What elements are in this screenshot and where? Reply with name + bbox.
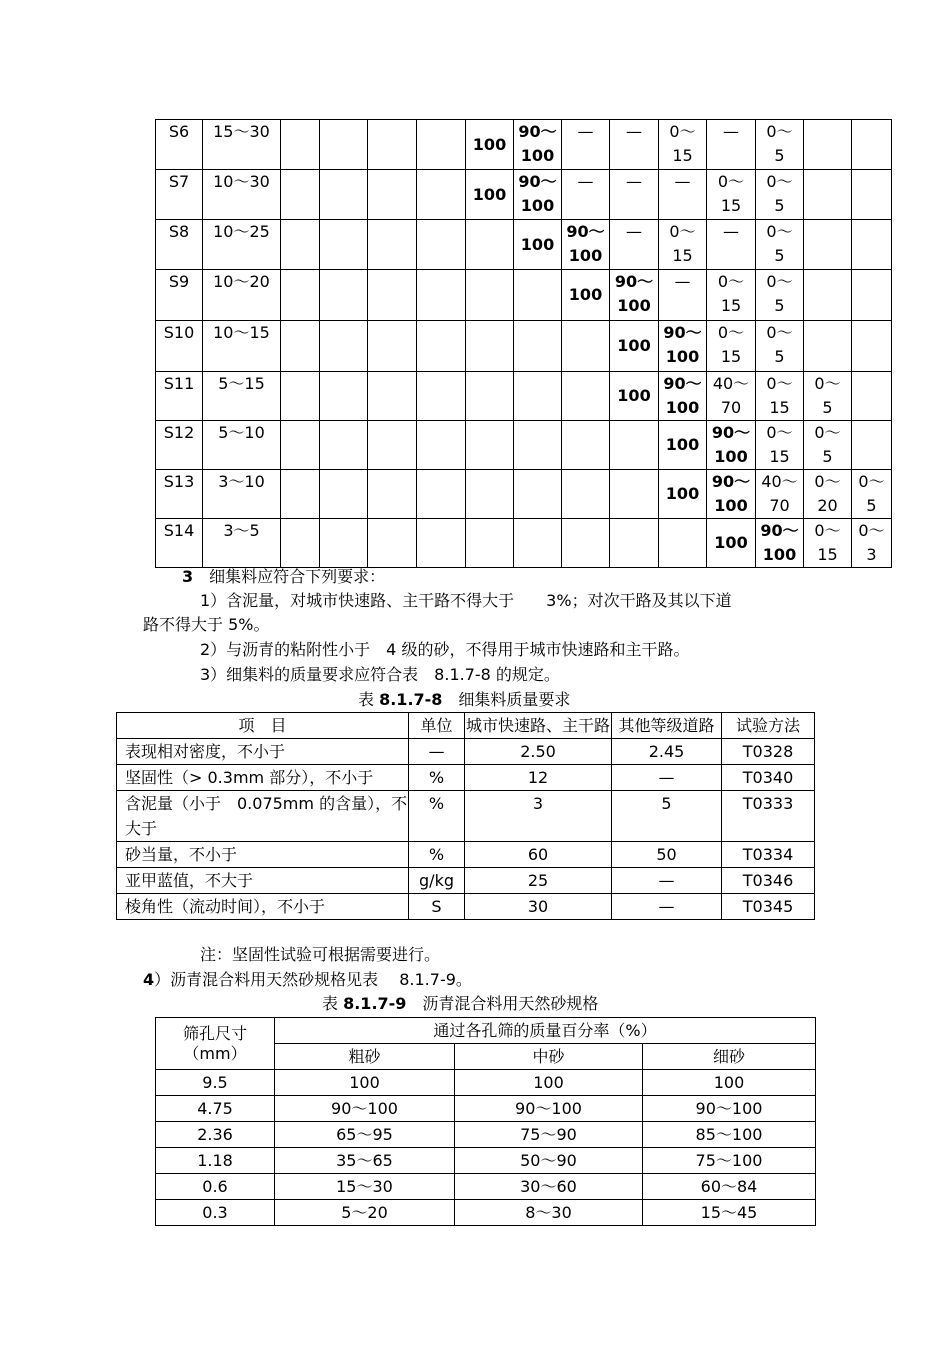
grading-cell xyxy=(320,470,368,519)
grading-cell xyxy=(562,519,610,568)
grading-cell xyxy=(466,421,514,470)
quality-item: 棱角性（流动时间），不小于 xyxy=(117,894,409,920)
table-8-caption xyxy=(358,688,570,712)
sand-row xyxy=(156,1148,816,1174)
grading-cell xyxy=(514,372,562,421)
sand-sieve: 0.3 xyxy=(156,1200,275,1226)
grading-row xyxy=(156,321,892,372)
grading-cell xyxy=(514,470,562,519)
grading-row xyxy=(156,270,892,321)
quality-method: T0328 xyxy=(722,739,815,765)
sand-coarse: 100 xyxy=(275,1070,455,1096)
grading-cell: 90～ 100 xyxy=(756,519,804,568)
grading-cell xyxy=(852,170,892,220)
quality-row xyxy=(117,765,815,791)
grading-cell xyxy=(514,519,562,568)
table-9-caption xyxy=(322,992,598,1016)
sand-row xyxy=(156,1122,816,1148)
grading-cell: 0～ 5 xyxy=(756,270,804,321)
grade-code: S9 xyxy=(156,270,203,321)
quality-expressway: 12 xyxy=(465,765,612,791)
sand-coarse: 35～65 xyxy=(275,1148,455,1174)
sand-medium: 75～90 xyxy=(455,1122,643,1148)
grade-size: 15～30 xyxy=(203,120,281,170)
grading-cell xyxy=(368,220,417,270)
grading-cell: 0～ 5 xyxy=(804,421,852,470)
grading-cell: 0～ 5 xyxy=(756,170,804,220)
sand-coarse: 65～95 xyxy=(275,1122,455,1148)
quality-table xyxy=(116,712,815,920)
grading-cell xyxy=(804,220,852,270)
grading-cell: 90～ 100 xyxy=(514,120,562,170)
grading-cell: 0～ 5 xyxy=(756,120,804,170)
grading-cell: 40～ 70 xyxy=(707,372,756,421)
grading-cell: 0～ 5 xyxy=(852,470,892,519)
grading-table xyxy=(155,119,892,568)
grading-cell xyxy=(368,470,417,519)
grading-cell xyxy=(466,220,514,270)
grading-cell: 0～ 15 xyxy=(707,270,756,321)
quality-unit: g/kg xyxy=(409,868,465,894)
grading-cell: 90～ 100 xyxy=(659,321,707,372)
grading-cell xyxy=(610,519,659,568)
grading-cell xyxy=(281,120,320,170)
grading-cell xyxy=(852,120,892,170)
grading-cell xyxy=(562,421,610,470)
quality-unit: — xyxy=(409,739,465,765)
grading-cell xyxy=(368,519,417,568)
quality-other: 50 xyxy=(612,842,722,868)
grading-cell: 100 xyxy=(659,470,707,519)
quality-item: 含泥量（小于 0.075mm 的含量），不大于 xyxy=(117,791,409,842)
grading-row xyxy=(156,470,892,519)
grading-cell: 100 xyxy=(610,321,659,372)
grading-cell xyxy=(417,421,466,470)
grade-size: 5～10 xyxy=(203,421,281,470)
grade-code: S14 xyxy=(156,519,203,568)
grading-cell xyxy=(417,120,466,170)
quality-unit: S xyxy=(409,894,465,920)
sand-row xyxy=(156,1096,816,1122)
grading-cell xyxy=(466,321,514,372)
sand-sieve: 9.5 xyxy=(156,1070,275,1096)
grading-cell xyxy=(281,372,320,421)
grading-cell xyxy=(281,470,320,519)
grade-size: 10～25 xyxy=(203,220,281,270)
grading-cell: 90～ 100 xyxy=(707,470,756,519)
grading-cell: 100 xyxy=(514,220,562,270)
grading-cell xyxy=(610,421,659,470)
caption-title: 细集料质量要求 xyxy=(442,690,571,709)
grading-cell xyxy=(281,321,320,372)
grade-size: 3～5 xyxy=(203,519,281,568)
sand-header-row-1 xyxy=(156,1018,816,1044)
quality-item: 坚固性（> 0.3mm 部分），不小于 xyxy=(117,765,409,791)
sand-sieve: 1.18 xyxy=(156,1148,275,1174)
sand-coarse: 15～30 xyxy=(275,1174,455,1200)
grading-cell xyxy=(514,270,562,321)
grading-cell: 0～ 20 xyxy=(804,470,852,519)
grade-size: 10～15 xyxy=(203,321,281,372)
grading-cell xyxy=(281,170,320,220)
quality-method: T0340 xyxy=(722,765,815,791)
grading-cell: 40～ 70 xyxy=(756,470,804,519)
grading-cell: 0～ 15 xyxy=(707,170,756,220)
grading-cell xyxy=(320,421,368,470)
grading-cell: 100 xyxy=(707,519,756,568)
grading-cell: 90～ 100 xyxy=(562,220,610,270)
grading-cell: 0～ 3 xyxy=(852,519,892,568)
grade-size: 10～20 xyxy=(203,270,281,321)
grading-cell: 100 xyxy=(659,421,707,470)
quality-method: T0346 xyxy=(722,868,815,894)
caption-number: 8.1.7-9 xyxy=(343,994,407,1013)
caption-prefix: 表 xyxy=(358,690,380,709)
header-fine: 细砂 xyxy=(643,1044,816,1070)
grading-cell: 0～ 15 xyxy=(707,321,756,372)
grading-cell: 0～ 5 xyxy=(756,321,804,372)
grade-size: 10～30 xyxy=(203,170,281,220)
quality-other: 5 xyxy=(612,791,722,842)
grading-cell: 0～ 15 xyxy=(659,120,707,170)
grading-row xyxy=(156,220,892,270)
grading-row xyxy=(156,372,892,421)
quality-expressway: 3 xyxy=(465,791,612,842)
grading-cell xyxy=(281,421,320,470)
sand-medium: 50～90 xyxy=(455,1148,643,1174)
quality-method: T0334 xyxy=(722,842,815,868)
quality-expressway: 60 xyxy=(465,842,612,868)
quality-unit: % xyxy=(409,842,465,868)
paragraph-3: 3）细集料的质量要求应符合表 8.1.7-8 的规定。 xyxy=(200,665,560,684)
sand-sieve: 0.6 xyxy=(156,1174,275,1200)
sand-fine: 90～100 xyxy=(643,1096,816,1122)
grading-cell: 0～ 15 xyxy=(756,372,804,421)
grading-cell: 100 xyxy=(610,372,659,421)
grading-cell xyxy=(368,170,417,220)
grading-cell xyxy=(466,519,514,568)
sand-row xyxy=(156,1174,816,1200)
grading-cell: 90～ 100 xyxy=(659,372,707,421)
grade-code: S11 xyxy=(156,372,203,421)
quality-expressway: 30 xyxy=(465,894,612,920)
caption-number: 8.1.7-8 xyxy=(379,690,443,709)
paragraph-2: 2）与沥青的粘附性小于 4 级的砂，不得用于城市快速路和主干路。 xyxy=(200,640,690,659)
sand-fine: 100 xyxy=(643,1070,816,1096)
header-item: 项 目 xyxy=(117,713,409,739)
grading-cell xyxy=(368,321,417,372)
grade-code: S6 xyxy=(156,120,203,170)
grading-cell: — xyxy=(659,270,707,321)
grading-cell xyxy=(804,321,852,372)
grading-cell: — xyxy=(610,170,659,220)
grading-cell: — xyxy=(562,120,610,170)
sand-sieve: 4.75 xyxy=(156,1096,275,1122)
grading-cell xyxy=(562,321,610,372)
header-other: 其他等级道路 xyxy=(612,713,722,739)
grading-cell xyxy=(514,421,562,470)
grading-cell: — xyxy=(610,120,659,170)
grading-cell xyxy=(368,372,417,421)
grading-cell xyxy=(610,470,659,519)
quality-unit: % xyxy=(409,765,465,791)
quality-other: 2.45 xyxy=(612,739,722,765)
grading-cell xyxy=(852,372,892,421)
quality-item: 表现相对密度，不小于 xyxy=(117,739,409,765)
grading-cell xyxy=(562,470,610,519)
sand-row xyxy=(156,1200,816,1226)
grading-cell xyxy=(417,470,466,519)
grading-cell xyxy=(852,321,892,372)
grading-cell xyxy=(852,421,892,470)
grading-cell: — xyxy=(562,170,610,220)
table-note: 注：坚固性试验可根据需要进行。 xyxy=(200,945,441,964)
grade-code: S13 xyxy=(156,470,203,519)
sand-fine: 85～100 xyxy=(643,1122,816,1148)
grading-cell xyxy=(852,270,892,321)
grading-cell xyxy=(659,519,707,568)
quality-unit: % xyxy=(409,791,465,842)
grading-cell xyxy=(417,220,466,270)
grading-cell xyxy=(368,270,417,321)
grading-cell xyxy=(417,270,466,321)
grading-cell: 100 xyxy=(466,120,514,170)
grade-code: S12 xyxy=(156,421,203,470)
sand-medium: 90～100 xyxy=(455,1096,643,1122)
grading-cell: — xyxy=(610,220,659,270)
grading-row xyxy=(156,519,892,568)
grading-cell xyxy=(320,220,368,270)
quality-row xyxy=(117,739,815,765)
grading-cell xyxy=(320,519,368,568)
grade-code: S7 xyxy=(156,170,203,220)
quality-row xyxy=(117,791,815,842)
grading-cell xyxy=(320,372,368,421)
quality-row xyxy=(117,868,815,894)
grade-code: S8 xyxy=(156,220,203,270)
grading-cell: 90～ 100 xyxy=(610,270,659,321)
sand-medium: 30～60 xyxy=(455,1174,643,1200)
grading-cell xyxy=(368,120,417,170)
sand-table xyxy=(155,1017,816,1226)
header-sieve: 筛孔尺寸 （mm） xyxy=(156,1018,275,1070)
grading-cell xyxy=(466,470,514,519)
grading-cell xyxy=(281,270,320,321)
sand-medium: 100 xyxy=(455,1070,643,1096)
grading-cell: — xyxy=(707,120,756,170)
grading-cell xyxy=(514,321,562,372)
item-3-heading: 3 细集料应符合下列要求： xyxy=(182,567,386,586)
quality-item: 亚甲蓝值，不大于 xyxy=(117,868,409,894)
grading-cell xyxy=(320,170,368,220)
grading-cell xyxy=(320,270,368,321)
grading-cell xyxy=(804,170,852,220)
header-passing: 通过各孔筛的质量百分率（%） xyxy=(275,1018,816,1044)
grading-cell xyxy=(320,120,368,170)
grading-cell: — xyxy=(707,220,756,270)
caption-prefix: 表 xyxy=(322,994,344,1013)
quality-row xyxy=(117,842,815,868)
sand-sieve: 2.36 xyxy=(156,1122,275,1148)
grading-row xyxy=(156,170,892,220)
grade-code: S10 xyxy=(156,321,203,372)
sand-fine: 15～45 xyxy=(643,1200,816,1226)
header-unit: 单位 xyxy=(409,713,465,739)
grading-cell xyxy=(417,170,466,220)
grading-row xyxy=(156,421,892,470)
quality-expressway: 2.50 xyxy=(465,739,612,765)
grading-cell: 100 xyxy=(466,170,514,220)
grade-size: 5～15 xyxy=(203,372,281,421)
paragraph-1a: 1）含泥量，对城市快速路、主干路不得大于 3%；对次干路及其以下道 xyxy=(200,591,732,610)
sand-coarse: 90～100 xyxy=(275,1096,455,1122)
grading-cell: 90～ 100 xyxy=(707,421,756,470)
sand-medium: 8～30 xyxy=(455,1200,643,1226)
quality-expressway: 25 xyxy=(465,868,612,894)
grading-cell xyxy=(368,421,417,470)
sand-fine: 75～100 xyxy=(643,1148,816,1174)
grading-cell xyxy=(562,372,610,421)
grading-cell xyxy=(320,321,368,372)
quality-header-row xyxy=(117,713,815,739)
grading-cell: 0～ 15 xyxy=(804,519,852,568)
grading-cell xyxy=(466,372,514,421)
quality-other: — xyxy=(612,765,722,791)
grading-cell xyxy=(417,321,466,372)
grading-cell xyxy=(804,120,852,170)
caption-title: 沥青混合料用天然砂规格 xyxy=(406,994,599,1013)
grading-cell: — xyxy=(659,170,707,220)
sand-fine: 60～84 xyxy=(643,1174,816,1200)
grading-cell: 90～ 100 xyxy=(514,170,562,220)
header-method: 试验方法 xyxy=(722,713,815,739)
grading-cell: 0～ 5 xyxy=(804,372,852,421)
quality-other: — xyxy=(612,868,722,894)
quality-item: 砂当量，不小于 xyxy=(117,842,409,868)
sand-coarse: 5～20 xyxy=(275,1200,455,1226)
grading-cell: 0～ 5 xyxy=(756,220,804,270)
paragraph-4: 4）沥青混合料用天然砂规格见表 8.1.7-9。 xyxy=(143,970,472,989)
quality-other: — xyxy=(612,894,722,920)
grading-cell xyxy=(804,270,852,321)
sand-row xyxy=(156,1070,816,1096)
header-medium: 中砂 xyxy=(455,1044,643,1070)
grading-cell: 0～ 15 xyxy=(659,220,707,270)
grading-cell: 100 xyxy=(562,270,610,321)
quality-row xyxy=(117,894,815,920)
grading-cell xyxy=(417,519,466,568)
header-coarse: 粗砂 xyxy=(275,1044,455,1070)
grading-cell xyxy=(281,519,320,568)
quality-method: T0333 xyxy=(722,791,815,842)
header-expressway: 城市快速路、主干路 xyxy=(465,713,612,739)
grading-row xyxy=(156,120,892,170)
grading-cell xyxy=(466,270,514,321)
grading-cell: 0～ 15 xyxy=(756,421,804,470)
quality-method: T0345 xyxy=(722,894,815,920)
grading-cell xyxy=(417,372,466,421)
grade-size: 3～10 xyxy=(203,470,281,519)
paragraph-1b: 路不得大于 5%。 xyxy=(143,615,270,634)
grading-cell xyxy=(281,220,320,270)
grading-cell xyxy=(852,220,892,270)
